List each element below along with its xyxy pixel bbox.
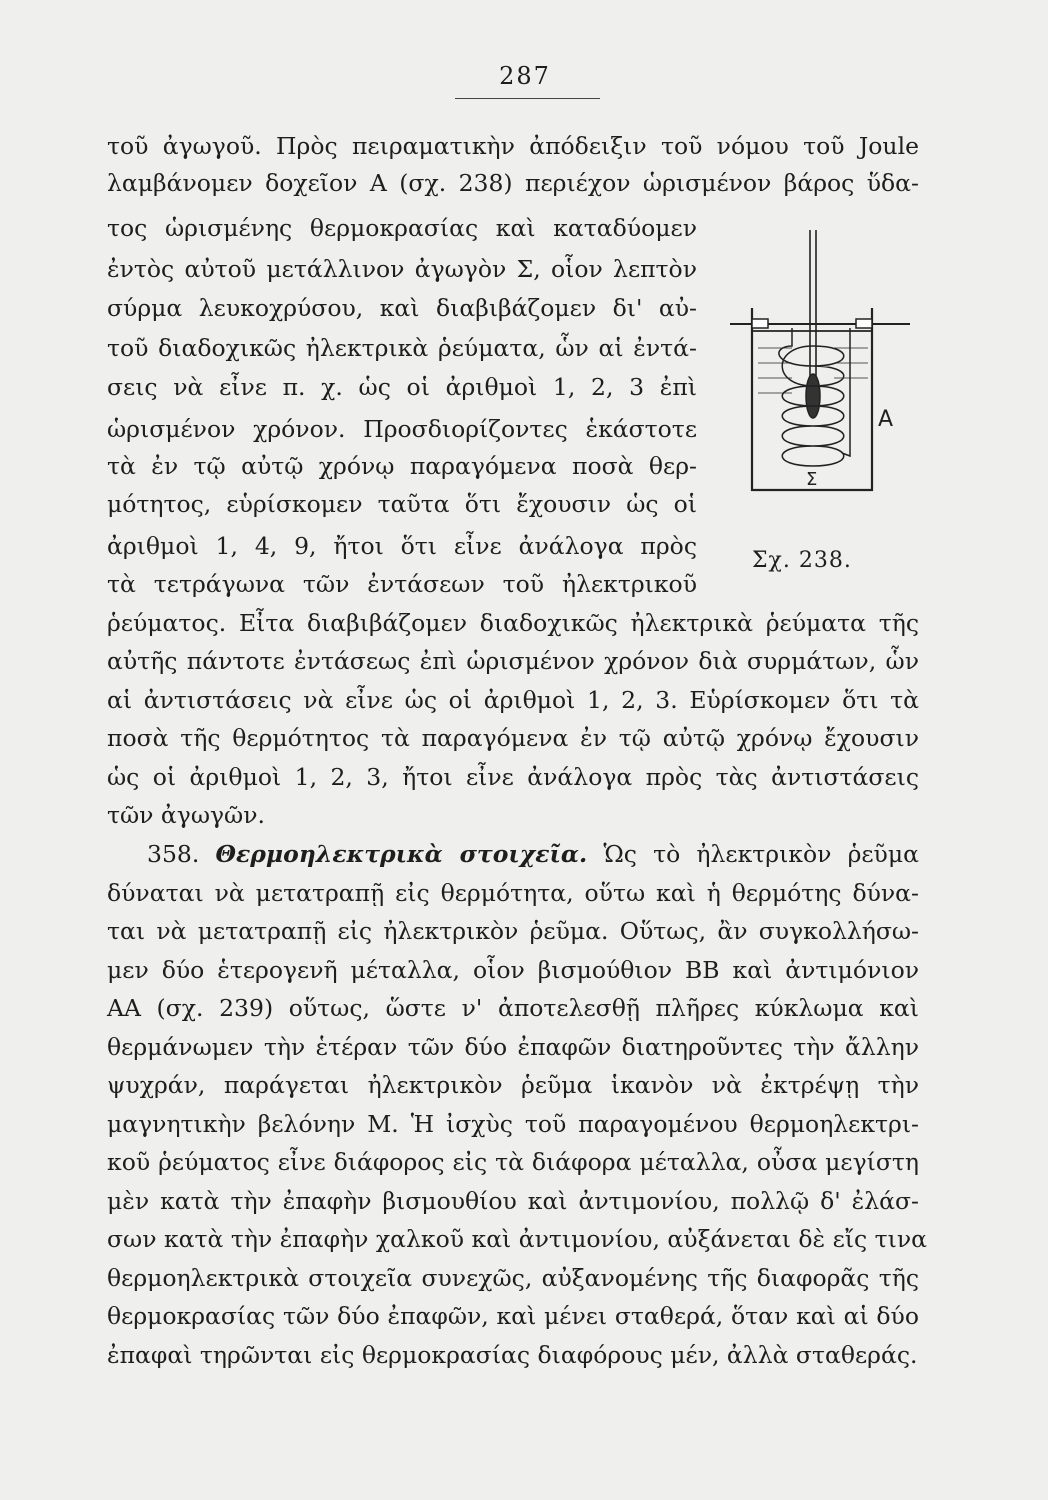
text-line: ὡρισμένον χρόνον. Προσδιορίζοντες ἑκάστοτε — [107, 415, 697, 443]
right-terminal — [856, 319, 872, 328]
text-line: δύναται νὰ μετατραπῇ εἰς θερμότητα, οὕτω καὶ ἡ θερμότης δύνα- — [107, 879, 919, 907]
text-line: ἀριθμοὶ 1, 4, 9, ἤτοι ὅτι εἶνε ἀνάλογα πρὸς — [107, 532, 697, 560]
section-number: 358. — [147, 840, 200, 868]
text-line: μεν δύο ἑτερογενῆ μέταλλα, οἷον βισμούθιον ΒΒ καὶ ἀντιμόνιον — [107, 956, 919, 984]
text-line: σύρμα λευκοχρύσου, καὶ διαβιβάζομεν δι' αὐ- — [107, 294, 697, 322]
text-line: τοῦ διαδοχικῶς ἠλεκτρικὰ ῥεύματα, ὧν αἱ ἐντά- — [107, 334, 697, 362]
figure-label-wire: Σ — [806, 469, 818, 490]
text-line: ψυχράν, παράγεται ἠλεκτρικὸν ῥεῦμα ἱκανὸν νὰ ἐκτρέψῃ τὴν — [107, 1071, 919, 1099]
text-line: κοῦ ῥεύματος εἶνε διάφορος εἰς τὰ διάφορα μέταλλα, οὖσα μεγίστη — [107, 1148, 919, 1176]
text-line: ποσὰ τῆς θερμότητος τὰ παραγόμενα ἐν τῷ αὐτῷ χρόνῳ ἔχουσιν — [107, 724, 919, 752]
section-title: Θερμοηλεκτρικὰ στοιχεῖα. — [215, 840, 588, 868]
text-line: ται νὰ μετατραπῇ εἰς ἠλεκτρικὸν ῥεῦμα. Οὕτως, ἂν συγκολλήσω- — [107, 917, 919, 945]
text-line: ἐντὸς αὐτοῦ μετάλλινον ἀγωγὸν Σ, οἷον λεπτὸν — [107, 255, 697, 283]
page-number-rule — [455, 98, 600, 99]
text-line: σεις νὰ εἶνε π. χ. ὡς οἱ ἀριθμοὶ 1, 2, 3 ἐπὶ — [107, 373, 697, 401]
page-number: 287 — [499, 62, 551, 90]
text-line: ὡς οἱ ἀριθμοὶ 1, 2, 3, ἤτοι εἶνε ἀνάλογα πρὸς τὰς ἀντιστάσεις — [107, 763, 919, 791]
text-line: ῥεύματος. Εἶτα διαβιβάζομεν διαδοχικῶς ἠλεκτρικὰ ῥεύματα τῆς — [107, 609, 919, 637]
section-heading-line — [147, 836, 919, 872]
text-line: τὰ τετράγωνα τῶν ἐντάσεων τοῦ ἠλεκτρικοῦ — [107, 570, 697, 598]
text-line: αἱ ἀντιστάσεις νὰ εἶνε ὡς οἱ ἀριθμοὶ 1, 2, 3. Εὑρίσκομεν ὅτι τὰ — [107, 686, 919, 714]
text-line: τὰ ἐν τῷ αὐτῷ χρόνῳ παραγόμενα ποσὰ θερ- — [107, 452, 697, 480]
text-line: μαγνητικὴν βελόνην Μ. Ἡ ἰσχὺς τοῦ παραγομένου θερμοηλεκτρι- — [107, 1110, 919, 1138]
text-line: θερμοηλεκτρικὰ στοιχεῖα συνεχῶς, αὐξανομένης τῆς διαφορᾶς τῆς — [107, 1264, 919, 1292]
text-line: τος ὡρισμένης θερμοκρασίας καὶ καταδύομεν — [107, 214, 697, 242]
text-line: μότητος, εὑρίσκομεν ταῦτα ὅτι ἔχουσιν ὡς οἱ — [107, 490, 697, 518]
text-line: τοῦ ἀγωγοῦ. Πρὸς πειραματικὴν ἀπόδειξιν τοῦ νόμου τοῦ Joule — [107, 132, 919, 160]
text-line: θερμοκρασίας τῶν δύο ἐπαφῶν, καὶ μένει σταθερά, ὅταν καὶ αἱ δύο — [107, 1302, 919, 1330]
thermometer-bulb — [806, 374, 820, 418]
figure-caption: Σχ. 238. — [752, 548, 852, 573]
text-line: τῶν ἀγωγῶν. — [107, 801, 265, 829]
text-line: λαμβάνομεν δοχεῖον Α (σχ. 238) περιέχον ὡρισμένον βάρος ὕδα- — [107, 169, 919, 197]
text-line: θερμάνωμεν τὴν ἑτέραν τῶν δύο ἐπαφῶν διατηροῦντες τὴν ἄλλην — [107, 1033, 919, 1061]
text-line: σων κατὰ τὴν ἐπαφὴν χαλκοῦ καὶ ἀντιμονίου, αὐξάνεται δὲ εἴς τινα — [107, 1225, 928, 1253]
text-line: ἐπαφαὶ τηρῶνται εἰς θερμοκρασίας διαφόρους μέν, ἀλλὰ σταθεράς. — [107, 1341, 918, 1369]
text-line: αὐτῆς πάντοτε ἐντάσεως ἐπὶ ὡρισμένον χρόνον διὰ συρμάτων, ὧν — [107, 647, 919, 675]
left-terminal — [752, 319, 768, 328]
text-line: ΑΑ (σχ. 239) οὕτως, ὥστε ν' ἀποτελεσθῇ πλῆρες κύκλωμα καὶ — [107, 994, 919, 1022]
figure-238-diagram — [722, 228, 922, 528]
section-text: Ὡς τὸ ἠλεκτρικὸν ῥεῦμα — [603, 840, 919, 868]
text-line: μὲν κατὰ τὴν ἐπαφὴν βισμουθίου καὶ ἀντιμονίου, πολλῷ δ' ἐλάσ- — [107, 1187, 919, 1215]
figure-label-vessel: A — [878, 407, 894, 432]
